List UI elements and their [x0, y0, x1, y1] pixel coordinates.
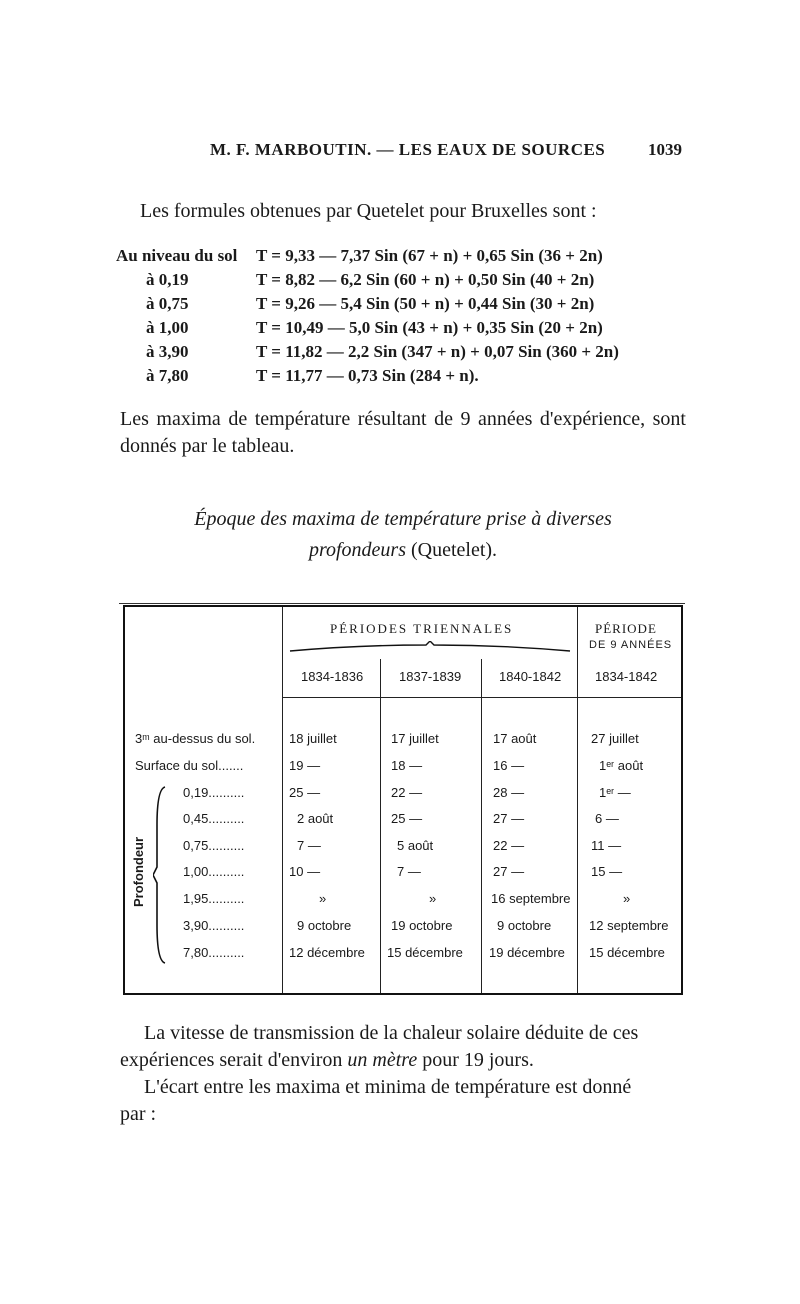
formula-list — [116, 246, 686, 390]
table-cell: 19 octobre — [391, 918, 453, 933]
row-label: 0,75.......... — [183, 838, 245, 853]
maxima-paragraph: Les maxima de température résultant de 9 années d'expérience, sont donnés par le tableau. — [120, 408, 686, 457]
formula-expression: T = 8,82 — 6,2 Sin (60 + n) + 0,50 Sin (40 + 2n) — [256, 270, 595, 289]
column-rule — [481, 659, 482, 993]
table-cell: 16 — — [493, 758, 525, 773]
column-rule — [380, 659, 381, 993]
intro-paragraph: Les formules obtenues par Quetelet pour Bruxelles sont : — [140, 200, 597, 222]
period-subheader: DE 9 ANNÉES — [589, 639, 673, 651]
formula-row — [116, 366, 686, 390]
closing-line: par : — [120, 1103, 157, 1125]
row-label: 1,95.......... — [183, 891, 245, 906]
table-cell: 1ᵉʳ août — [599, 758, 644, 773]
row-label: 0,45.......... — [183, 811, 245, 826]
table-cell: 19 — — [289, 758, 321, 773]
column-header: 1834-1836 — [301, 669, 364, 684]
vertical-label: Profondeur — [131, 836, 146, 907]
table-cell: 25 — — [289, 785, 321, 800]
closing-italic: un mètre — [347, 1049, 418, 1071]
table-cell: 10 — — [289, 864, 321, 879]
table-cell: 9 octobre — [497, 918, 552, 933]
formula-expression: T = 11,82 — 2,2 Sin (347 + n) + 0,07 Sin (360 + 2n) — [256, 342, 619, 361]
table-cell: » — [429, 891, 437, 906]
table-cell: 6 — — [595, 811, 619, 826]
formula-depth: Au niveau du sol — [116, 246, 238, 265]
formula-row — [116, 318, 686, 342]
row-label: 3ᵐ au-dessus du sol. — [135, 731, 256, 746]
group-header: PÉRIODES TRIENNALES — [330, 621, 514, 636]
row-label: 1,00.......... — [183, 864, 245, 879]
table-cell: 18 — — [391, 758, 423, 773]
maxima-table — [123, 605, 683, 995]
caption-line-1: Époque des maxima de température prise à diverses — [194, 508, 612, 530]
closing-text: expériences serait d'environ — [120, 1049, 348, 1071]
caption-line-2 — [120, 535, 686, 566]
formula-expression: T = 9,33 — 7,37 Sin (67 + n) + 0,65 Sin (36 + 2n) — [256, 246, 603, 265]
period-header: PÉRIODE — [595, 621, 657, 636]
closing-paragraph — [120, 1020, 686, 1128]
table-cell: 19 décembre — [489, 945, 565, 960]
table-cell: » — [319, 891, 327, 906]
table-cell: 17 août — [493, 731, 537, 746]
table-cell: 1ᵉʳ — — [599, 785, 631, 800]
table-cell: 11 — — [591, 838, 622, 853]
table-cell: 18 juillet — [289, 731, 337, 746]
formula-depth: à 7,80 — [146, 366, 189, 385]
closing-text: pour 19 jours. — [417, 1049, 534, 1071]
caption-italic: profondeurs — [308, 539, 406, 561]
formula-expression: T = 11,77 — 0,73 Sin (284 + n). — [256, 366, 479, 385]
page-header — [120, 140, 682, 164]
formula-depth: à 0,19 — [146, 270, 189, 289]
column-rule — [282, 607, 283, 993]
formula-depth: à 1,00 — [146, 318, 189, 337]
formula-depth: à 3,90 — [146, 342, 189, 361]
closing-line — [120, 1047, 686, 1074]
table-cell: 27 — — [493, 811, 525, 826]
formula-row — [116, 342, 686, 366]
closing-line: La vitesse de transmission de la chaleur solaire déduite de ces — [144, 1022, 639, 1044]
table-cell: 22 — — [391, 785, 423, 800]
table-cell: 22 — — [493, 838, 525, 853]
row-label: 7,80.......... — [183, 945, 245, 960]
formula-row — [116, 294, 686, 318]
table-cell: 27 — — [493, 864, 525, 879]
table-cell: 16 septembre — [491, 891, 571, 906]
formula-expression: T = 9,26 — 5,4 Sin (50 + n) + 0,44 Sin (30 + 2n) — [256, 294, 595, 313]
header-brace — [288, 641, 572, 655]
table-caption — [120, 504, 686, 566]
row-label: 3,90.......... — [183, 918, 245, 933]
caption-rest: (Quetelet). — [405, 539, 498, 561]
table-cell: 12 décembre — [289, 945, 365, 960]
header-rule — [282, 697, 681, 698]
table-cell: 2 août — [297, 811, 334, 826]
table-top-rule — [119, 603, 685, 604]
page-number: 1039 — [648, 140, 682, 159]
table-cell: 15 décembre — [387, 945, 463, 960]
table-cell: 12 septembre — [589, 918, 669, 933]
formula-expression: T = 10,49 — 5,0 Sin (43 + n) + 0,35 Sin (20 + 2n) — [256, 318, 603, 337]
column-header: 1840-1842 — [499, 669, 562, 684]
table-cell: 7 — — [397, 864, 421, 879]
table-cell: 28 — — [493, 785, 525, 800]
depth-brace — [153, 785, 167, 965]
running-title: M. F. MARBOUTIN. — LES EAUX DE SOURCES — [210, 140, 606, 159]
table-cell: 25 — — [391, 811, 423, 826]
column-rule — [577, 607, 578, 993]
formula-row — [116, 270, 686, 294]
formula-depth: à 0,75 — [146, 294, 189, 313]
table-cell: 5 août — [397, 838, 434, 853]
closing-line: L'écart entre les maxima et minima de température est donné — [144, 1076, 632, 1098]
table-cell: 9 octobre — [297, 918, 352, 933]
table-cell: 27 juillet — [591, 731, 639, 746]
table-cell: 7 — — [297, 838, 321, 853]
formula-row — [116, 246, 686, 270]
table-cell: 15 — — [591, 864, 623, 879]
column-header: 1837-1839 — [399, 669, 462, 684]
table-cell: 15 décembre — [589, 945, 665, 960]
row-label: 0,19.......... — [183, 785, 245, 800]
table-cell: 17 juillet — [391, 731, 439, 746]
column-header: 1834-1842 — [595, 669, 658, 684]
table-cell: » — [623, 891, 631, 906]
row-label: Surface du sol....... — [135, 758, 244, 773]
